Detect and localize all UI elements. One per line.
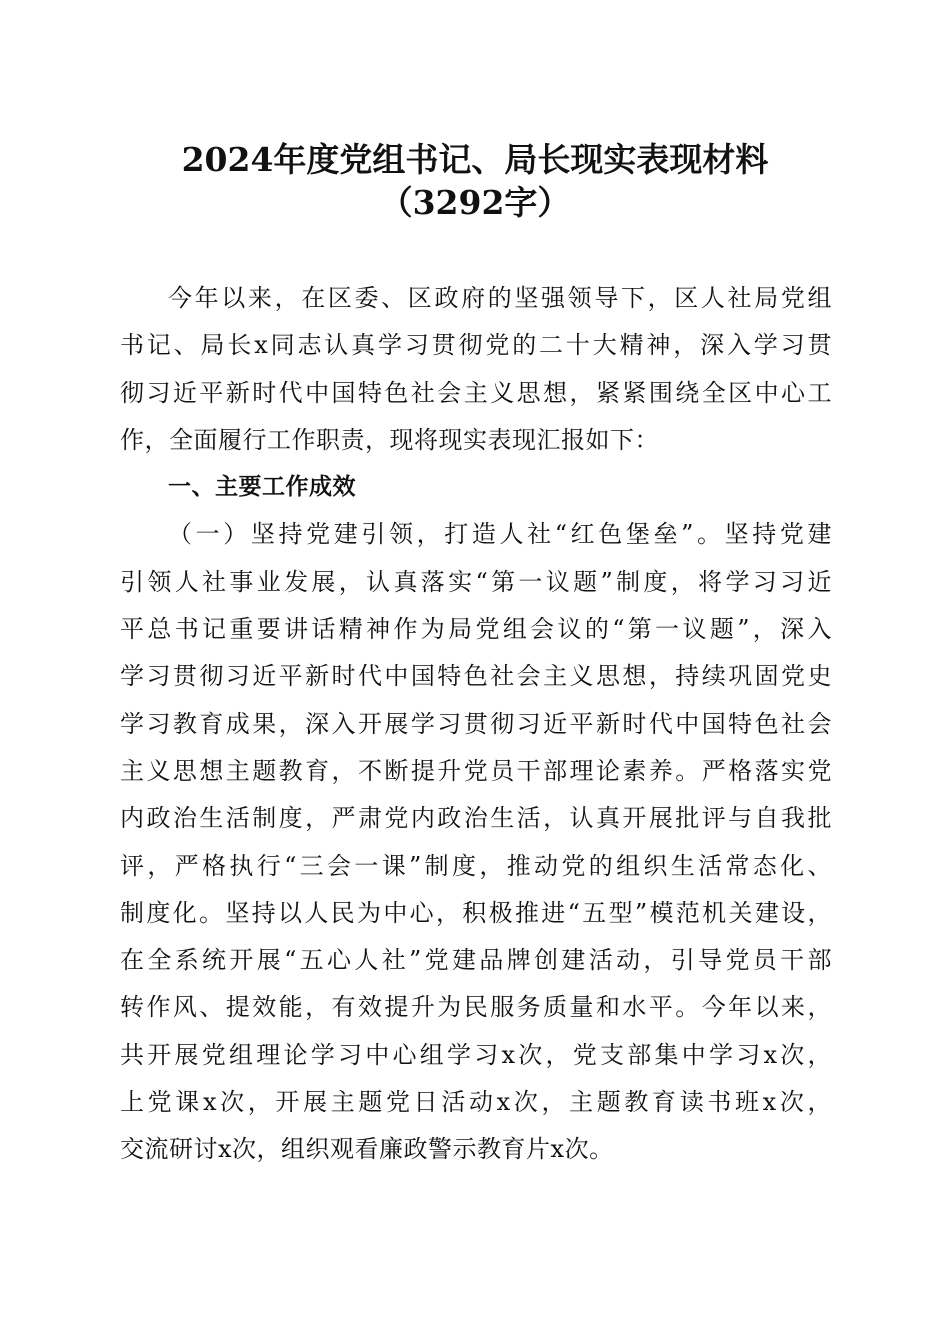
paragraph-party-building-line: 主义思想主题教育，不断提升党员干部理论素养。严格落实党	[120, 756, 832, 785]
document-title: 2024年度党组书记、局长现实表现材料	[181, 140, 769, 179]
document-subtitle-word-count: （3292字）	[379, 183, 571, 222]
paragraph-party-building-line: 上党课x次，开展主题党日活动x次，主题教育读书班x次，	[120, 1088, 832, 1117]
paragraph-party-building-line: 制度化。坚持以人民为中心，积极推进“五型”模范机关建设，	[120, 898, 832, 927]
paragraph-party-building-line: 学习贯彻习近平新时代中国特色社会主义思想，持续巩固党史	[120, 662, 832, 691]
paragraph-party-building-line: 转作风、提效能，有效提升为民服务质量和水平。今年以来，	[120, 993, 832, 1022]
paragraph-party-building-line: （一）坚持党建引领，打造人社“红色堡垒”。坚持党建	[168, 520, 832, 549]
paragraph-party-building-line: 平总书记重要讲话精神作为局党组会议的“第一议题”，深入	[120, 615, 832, 644]
section-heading: 一、主要工作成效	[168, 474, 356, 501]
paragraph-intro-line: 今年以来，在区委、区政府的坚强领导下，区人社局党组	[168, 284, 832, 312]
paragraph-party-building-line: 内政治生活制度，严肃党内政治生活，认真开展批评与自我批	[120, 804, 832, 833]
paragraph-intro-line: 书记、局长x同志认真学习贯彻党的二十大精神，深入学习贯	[120, 331, 832, 360]
document-body	[120, 275, 832, 1174]
paragraph-party-building-line: 共开展党组理论学习中心组学习x次，党支部集中学习x次，	[120, 1040, 832, 1069]
paragraph-party-building-line: 学习教育成果，深入开展学习贯彻习近平新时代中国特色社会	[120, 709, 832, 738]
paragraph-party-building-line: 在全系统开展“五心人社”党建品牌创建活动，引导党员干部	[120, 946, 832, 975]
paragraph-party-building-line: 交流研讨x次，组织观看廉政警示教育片x次。	[120, 1135, 614, 1164]
paragraph-intro-line: 作，全面履行工作职责，现将现实表现汇报如下：	[120, 425, 659, 454]
paragraph-party-building-line: 评，严格执行“三会一课”制度，推动党的组织生活常态化、	[120, 851, 832, 880]
paragraph-party-building-line: 引领人社事业发展，认真落实“第一议题”制度，将学习习近	[120, 567, 832, 596]
paragraph-intro-line: 彻习近平新时代中国特色社会主义思想，紧紧围绕全区中心工	[120, 378, 832, 407]
